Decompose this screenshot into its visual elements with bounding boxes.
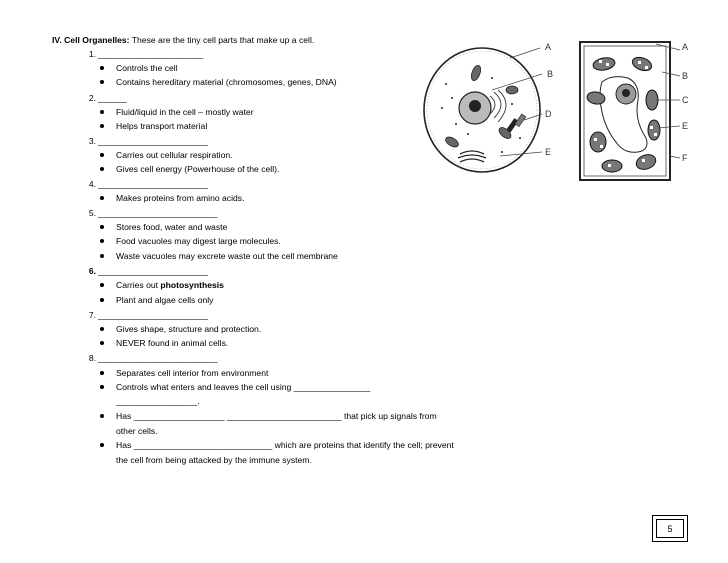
bullet-continuation: the cell from being attacked by the immune system. bbox=[116, 455, 312, 465]
bullet-text: Helps transport material bbox=[116, 121, 208, 131]
item-number: 3. bbox=[88, 136, 96, 146]
bullet-text: Waste vacuoles may excrete waste out the cell membrane bbox=[116, 251, 338, 261]
bullet-text: Carries out cellular respiration. bbox=[116, 150, 233, 160]
bullet-text: Stores food, water and waste bbox=[116, 222, 228, 232]
bullet-text: Gives shape, structure and protection. bbox=[116, 324, 262, 334]
item-number: 8. bbox=[88, 353, 96, 363]
answer-blank: ______________________ bbox=[98, 49, 204, 59]
answer-blank: _______________________ bbox=[98, 266, 208, 276]
answer-blank: _________________________ bbox=[98, 353, 218, 363]
label-e: E bbox=[682, 121, 689, 131]
bullet-text: Contains hereditary material (chromosomes, genes, DNA) bbox=[116, 77, 337, 87]
bullet-text: Separates cell interior from environment bbox=[116, 368, 269, 378]
section-title: IV. Cell Organelles: bbox=[52, 35, 130, 45]
label-e: E bbox=[545, 147, 552, 157]
answer-blank: _______________________ bbox=[98, 179, 208, 189]
nucleolus bbox=[622, 89, 630, 97]
label-c: C bbox=[682, 95, 689, 105]
bullet-text: NEVER found in animal cells. bbox=[116, 338, 229, 348]
bullet-text: Controls what enters and leaves the cell using ________________ bbox=[116, 382, 371, 392]
item-number: 4. bbox=[88, 179, 96, 189]
bullet-text-lead: Carries out bbox=[116, 280, 161, 290]
item-number: 1. bbox=[88, 49, 96, 59]
bullet-text: Food vacuoles may digest large molecules. bbox=[116, 236, 281, 246]
item-number: 7. bbox=[88, 310, 96, 320]
label-b: B bbox=[547, 69, 554, 79]
section-heading bbox=[52, 35, 314, 45]
bullet-continuation: other cells. bbox=[116, 426, 158, 436]
nucleolus bbox=[469, 100, 481, 112]
answer-blank: _________________________ bbox=[98, 208, 218, 218]
label-b: B bbox=[682, 71, 689, 81]
page-number-box bbox=[652, 515, 688, 542]
item-number: 2. bbox=[88, 93, 96, 103]
bullet-continuation: _________________. bbox=[116, 396, 200, 406]
bullet-text: Has ___________________ ________________________ that pick up signals from bbox=[116, 411, 437, 421]
bullet-text: Gives cell energy (Powerhouse of the cell). bbox=[116, 164, 280, 174]
bullet-text: Makes proteins from amino acids. bbox=[116, 193, 245, 203]
label-f: F bbox=[682, 153, 688, 163]
bullet-text bbox=[116, 280, 224, 290]
bold-term: photosynthesis bbox=[160, 280, 224, 290]
bullet-text: Plant and algae cells only bbox=[116, 295, 214, 305]
item-number: 5. bbox=[88, 208, 96, 218]
bullet-text: Has _____________________________ which are proteins that identify the cell; prevent bbox=[116, 440, 454, 450]
item-number: 6. bbox=[88, 266, 96, 276]
section-subtitle: These are the tiny cell parts that make up a cell. bbox=[129, 35, 315, 45]
label-d: D bbox=[545, 109, 552, 119]
bullet-text: Controls the cell bbox=[116, 63, 178, 73]
answer-blank: _______________________ bbox=[98, 136, 208, 146]
answer-blank: _______________________ bbox=[98, 310, 208, 320]
page-number: 5 bbox=[667, 523, 673, 534]
answer-blank: ______ bbox=[98, 93, 127, 103]
label-a: A bbox=[682, 42, 689, 52]
label-a: A bbox=[545, 42, 552, 52]
animal-cell-diagram bbox=[412, 38, 572, 183]
plant-cell-diagram bbox=[576, 38, 696, 188]
bullet-text: Fluid/liquid in the cell – mostly water bbox=[116, 107, 254, 117]
